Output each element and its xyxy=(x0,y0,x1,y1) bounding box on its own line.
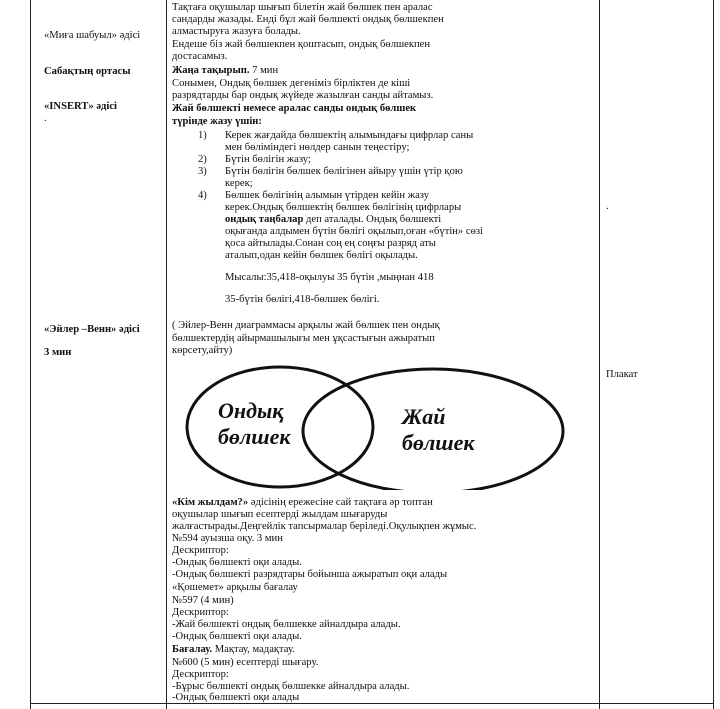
intro-line: сандарды жазады. Енді бұл жай бөлшекті ондық бөлшекпен xyxy=(172,14,444,25)
list-number: 4) xyxy=(198,190,207,201)
descriptor-label: Дескриптор: xyxy=(172,545,229,556)
reading-line: аталып,одан кейін бөлшек бөлігі оқылады. xyxy=(225,250,418,261)
dot-marker: . xyxy=(44,113,47,124)
new-topic-time: 7 мин xyxy=(249,65,279,76)
venn-right-label: Жай xyxy=(402,404,446,429)
descriptor-item: -Ондық бөлшекті оқи алады. xyxy=(172,557,302,568)
task-line: №600 (5 мин) есептерді шығару. xyxy=(172,657,319,668)
who-faster-line xyxy=(172,497,433,509)
list-item: мен бөліміндегі нөлдер санын теңестіру; xyxy=(225,142,410,153)
who-line: оқушылар шығып есептерді жылдам шығаруды xyxy=(172,509,388,520)
table-right-border xyxy=(713,0,714,709)
venn-caption: бөлшектердің айырмашылығы мен ұқсастығын ажыратып xyxy=(172,333,435,344)
intro-line: алмастыруға жазуға болады. xyxy=(172,26,301,37)
topic-line: Сонымен, Ондық бөлшек дегеніміз бірліктен де кіші xyxy=(172,78,411,89)
example-line: 35-бүтін бөлігі,418-бөлшек бөлігі. xyxy=(225,294,380,305)
descriptor-item: -Ондық бөлшекті оқи алады. xyxy=(172,631,302,642)
new-topic-line xyxy=(172,65,278,77)
list-number: 3) xyxy=(198,166,207,177)
list-item: Бөлшек бөлігінің алымын үтірден кейін жазу xyxy=(225,190,430,201)
venn-caption: ( Эйлер-Венн диаграммасы арқылы жай бөлшек пен ондық xyxy=(172,320,440,331)
who-line: №594 ауызша оқу. 3 мин xyxy=(172,533,283,544)
col-divider-2 xyxy=(599,0,600,709)
descriptor-label: Дескриптор: xyxy=(172,607,229,618)
table-left-border xyxy=(30,0,31,709)
applause-line: «Қошемет» арқылы бағалау xyxy=(172,582,298,593)
descriptor-label: Дескриптор: xyxy=(172,669,229,680)
reading-line: қоса айтылады.Сонан соң ең соңғы разряд аты xyxy=(225,238,436,249)
venn-caption: көрсету,айту) xyxy=(172,345,233,356)
venn-left-label: бөлшек xyxy=(218,424,291,449)
col-divider-1 xyxy=(166,0,167,709)
decimal-signs-line xyxy=(225,214,441,226)
venn-diagram xyxy=(180,360,585,490)
decimal-signs-rest: деп аталады. Ондық бөлшекті xyxy=(303,214,442,225)
insert-method-label: «INSERT» әдісі xyxy=(44,101,117,112)
who-faster-rest: әдісінің ережесіне сай тақтаға әр топтан xyxy=(248,497,433,508)
list-item: керек; xyxy=(225,178,253,189)
list-number: 2) xyxy=(198,154,207,165)
venn-right-label: бөлшек xyxy=(402,430,475,455)
example-line: Мысалы:35,418-оқылуы 35 бүтін ,мыңнан 418 xyxy=(225,272,434,283)
venn-left-label: Ондық xyxy=(218,398,284,423)
eval-label: Бағалау. xyxy=(172,644,213,655)
resource-label: Плакат xyxy=(606,369,638,380)
who-faster-title: «Кім жылдам?» xyxy=(172,497,249,508)
venn-method-label: «Эйлер –Венн» әдісі xyxy=(44,324,140,335)
rule-heading: түрінде жазу үшін: xyxy=(172,116,262,127)
decimal-signs-term: ондық таңбалар xyxy=(225,214,304,225)
intro-line: достасамыз. xyxy=(172,51,228,62)
descriptor-item: -Ондық бөлшекті оқи алады xyxy=(172,692,300,703)
dot-marker: . xyxy=(606,201,609,212)
venn-time-label: 3 мин xyxy=(44,347,72,358)
intro-line: Тақтаға оқушылар шығып білетін жай бөлшек пен аралас xyxy=(172,2,433,13)
section-middle-label: Сабақтың ортасы xyxy=(44,66,131,77)
eval-rest: Мақтау, мадақтау. xyxy=(212,644,295,655)
table-bottom-border xyxy=(30,703,714,704)
descriptor-item: -Ондық бөлшекті разрядтары бойынша ажыратып оқи алады xyxy=(172,569,448,580)
mind-method-label: «Миға шабуыл» әдісі xyxy=(44,30,141,41)
list-item: Бүтін бөлігін жазу; xyxy=(225,154,311,165)
eval-line xyxy=(172,644,295,656)
descriptor-item: -Бұрыс бөлшекті ондық бөлшекке айналдыра алады. xyxy=(172,681,410,692)
list-item: Бүтін бөлігін бөлшек бөлігінен айыру үшін үтір қою xyxy=(225,166,463,177)
list-number: 1) xyxy=(198,130,207,141)
intro-line: Ендеше біз жай бөлшекпен қоштасып, ондық бөлшекпен xyxy=(172,39,431,50)
new-topic-label: Жаңа тақырып. xyxy=(172,65,250,76)
list-item: керек.Ондық бөлшектің бөлшек бөлігінің цифрлары xyxy=(225,202,462,213)
reading-line: оқығанда алдымен бүтін бөлігі оқылып,оған «бүтін» сөзі xyxy=(225,226,484,237)
rule-heading: Жай бөлшекті немесе аралас санды ондық бөлшек xyxy=(172,103,417,114)
topic-line: разрядтарды бар ондық жүйеде жазылған санды айтамыз. xyxy=(172,90,434,101)
list-item: Керек жағдайда бөлшектің алымындағы цифрлар саны xyxy=(225,130,474,141)
who-line: жалғастырады.Деңгейлік тапсырмалар беріледі.Оқулықпен жұмыс. xyxy=(172,521,477,532)
descriptor-item: -Жай бөлшекті ондық бөлшекке айналдыра алады. xyxy=(172,619,401,630)
task-line: №597 (4 мин) xyxy=(172,595,234,606)
